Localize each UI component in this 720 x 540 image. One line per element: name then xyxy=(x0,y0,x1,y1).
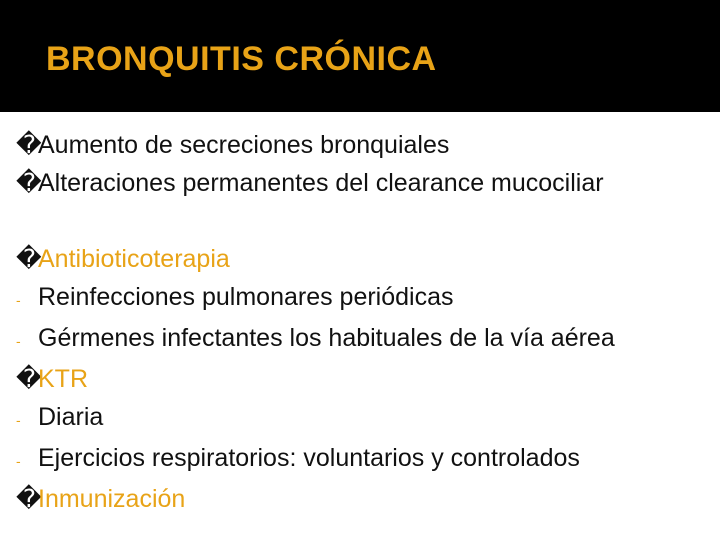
bullet-glyph: � xyxy=(16,244,42,273)
bullet-text-highlight: Antibioticoterapia xyxy=(38,245,230,273)
sub-bullet-text: Diaria xyxy=(38,403,104,431)
bullet-glyph: � xyxy=(16,364,42,393)
dash-marker: - xyxy=(16,412,21,428)
bullet-glyph: � xyxy=(16,484,42,513)
dash-marker: - xyxy=(16,453,21,469)
sub-bullet-line xyxy=(16,319,716,360)
bullet-line xyxy=(16,164,716,202)
dash-marker: - xyxy=(16,292,21,308)
bullet-line xyxy=(16,126,716,164)
bullet-line xyxy=(16,240,716,278)
bullet-line xyxy=(16,480,716,518)
slide-content xyxy=(16,126,716,518)
bullet-glyph: � xyxy=(16,168,42,197)
bullet-text-highlight: Inmunización xyxy=(38,485,186,513)
bullet-text: Alteraciones permanentes del clearance mucociliar xyxy=(38,169,604,197)
sub-bullet-line xyxy=(16,278,716,319)
bullet-line xyxy=(16,360,716,398)
bullet-text: Aumento de secreciones bronquiales xyxy=(38,131,450,159)
bullet-text-highlight: KTR xyxy=(38,365,88,393)
sub-bullet-line xyxy=(16,439,716,480)
title-bar xyxy=(0,0,720,112)
sub-bullet-text: Ejercicios respiratorios: voluntarios y controlados xyxy=(38,444,580,472)
sub-bullet-text: Reinfecciones pulmonares periódicas xyxy=(38,283,454,311)
dash-marker: - xyxy=(16,333,21,349)
bullet-glyph: � xyxy=(16,130,42,159)
sub-bullet-line xyxy=(16,398,716,439)
sub-bullet-text: Gérmenes infectantes los habituales de la vía aérea xyxy=(38,324,615,352)
slide-title: BRONQUITIS CRÓNICA xyxy=(46,40,437,78)
